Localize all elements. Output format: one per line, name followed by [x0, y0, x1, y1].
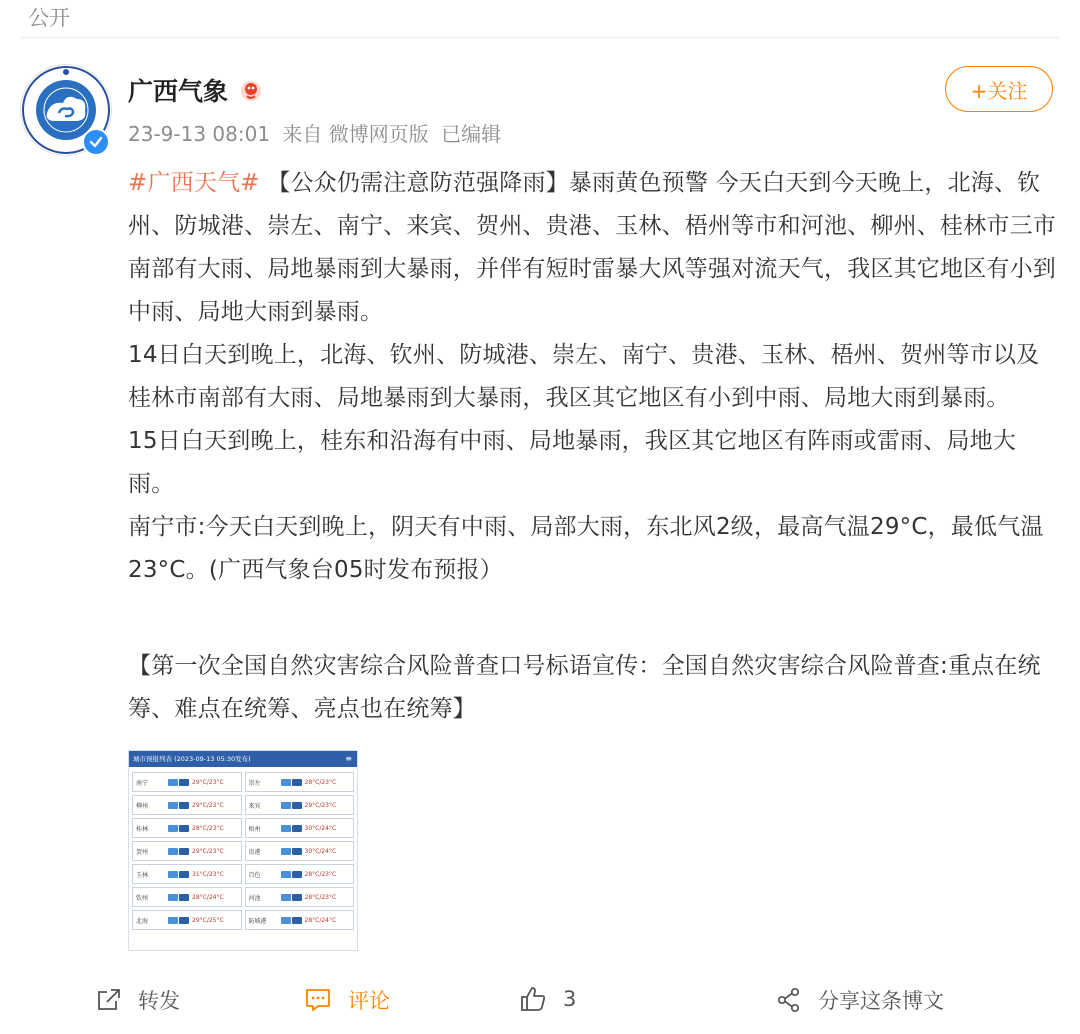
forecast-temp: 29°C/23°C	[304, 801, 337, 809]
weather-night-icon	[179, 779, 189, 786]
forecast-cell	[245, 864, 355, 884]
paragraph-1	[128, 162, 1056, 334]
forecast-temp: 28°C/24°C	[192, 893, 224, 901]
post-source: 来自 微博网页版	[282, 122, 429, 146]
slogan-paragraph: 【第一次全国自然灾害综合风险普查口号标语宣传：全国自然灾害综合风险普查:重点在统筹、难点在统筹、亮点也在统筹】	[128, 653, 1041, 722]
weather-day-icon	[168, 894, 178, 901]
weather-day-icon	[168, 917, 178, 924]
forecast-temp: 29°C/23°C	[192, 801, 224, 809]
forecast-city: 崇左	[248, 779, 261, 787]
post-meta	[128, 118, 507, 147]
paragraph-2: 14日白天到晚上，北海、钦州、防城港、崇左、南宁、贵港、玉林、梧州、贺州等市以及桂林市南部有大雨、局地暴雨到大暴雨，我区其它地区有小到中雨、局地大雨到暴雨。	[128, 342, 1040, 411]
forecast-city: 桂林	[136, 825, 149, 833]
action-bar	[0, 975, 1080, 1029]
weather-night-icon	[179, 917, 189, 924]
post-content	[128, 162, 1056, 731]
forecast-grid	[129, 767, 357, 933]
forecast-image[interactable]	[128, 750, 358, 951]
forecast-city: 柳州	[136, 802, 149, 810]
topic-hashtag-link[interactable]: #广西天气#	[128, 170, 260, 196]
forecast-cell	[132, 887, 242, 907]
forecast-cell	[245, 841, 355, 861]
weather-day-icon	[168, 825, 178, 832]
repost-label: 转发	[138, 989, 180, 1013]
weather-night-icon	[292, 779, 302, 786]
user-name[interactable]: 广西气象	[128, 77, 229, 106]
comment-button[interactable]	[304, 985, 390, 1015]
forecast-temp: 31°C/23°C	[192, 870, 224, 878]
forecast-cell	[132, 910, 242, 930]
weather-day-icon	[281, 825, 291, 832]
weather-night-icon	[179, 802, 189, 809]
weather-day-icon	[281, 848, 291, 855]
forecast-temp: 29°C/25°C	[192, 916, 224, 924]
follow-button[interactable]: +关注	[945, 66, 1053, 112]
member-badge-icon[interactable]	[239, 79, 263, 103]
paragraph-1-text: 【公众仍需注意防范强降雨】暴雨黄色预警 今天白天到今天晚上，北海、钦州、防城港、崇左、南宁、来宾、贺州、贵港、玉林、梧州等市和河池、柳州、桂林市三市南部有大雨、局地暴雨到大暴雨，并伴有短时雷暴大风等强对流天气，我区其它地区有小到中雨、局地大雨到暴雨。	[128, 170, 1056, 325]
edited-label[interactable]: 已编辑	[441, 122, 502, 146]
menu-icon: ≡	[345, 754, 352, 763]
weather-day-icon	[281, 802, 291, 809]
share-button[interactable]	[776, 985, 944, 1015]
like-button[interactable]	[519, 985, 576, 1013]
share-icon	[776, 987, 802, 1013]
forecast-temp: 28°C/23°C	[192, 824, 224, 832]
visibility-label: 公开	[28, 6, 70, 30]
weather-night-icon	[179, 894, 189, 901]
forecast-temp: 28°C/24°C	[304, 916, 337, 924]
forecast-cell	[245, 910, 355, 930]
forecast-cell	[245, 818, 355, 838]
forecast-image-header	[129, 751, 357, 767]
share-label: 分享这条博文	[818, 989, 944, 1013]
forecast-cell	[245, 772, 355, 792]
paragraph-3: 15日白天到晚上，桂东和沿海有中雨、局地暴雨，我区其它地区有阵雨或雷雨、局地大雨。	[128, 428, 1017, 497]
forecast-city: 梧州	[248, 825, 261, 833]
weather-night-icon	[179, 848, 189, 855]
paragraph-4: 南宁市:今天白天到晚上，阴天有中雨、局部大雨，东北风2级，最高气温29°C，最低气温23°C。(广西气象台05时发布预报）	[128, 514, 1044, 583]
forecast-temp: 28°C/23°C	[304, 870, 337, 878]
thumbs-up-icon	[519, 985, 547, 1013]
forecast-temp: 30°C/24°C	[304, 847, 337, 855]
weather-day-icon	[281, 871, 291, 878]
comment-label: 评论	[348, 989, 390, 1013]
forecast-city: 玉林	[136, 871, 149, 879]
forecast-city: 贵港	[248, 848, 261, 856]
forecast-city: 南宁	[136, 779, 149, 787]
verified-badge-icon	[82, 128, 110, 156]
weather-night-icon	[292, 871, 302, 878]
weather-day-icon	[168, 848, 178, 855]
forecast-cell	[245, 887, 355, 907]
post-timestamp[interactable]: 23-9-13 08:01	[128, 122, 271, 146]
weather-night-icon	[292, 848, 302, 855]
weather-day-icon	[168, 802, 178, 809]
forecast-temp: 30°C/24°C	[304, 824, 337, 832]
weather-night-icon	[179, 825, 189, 832]
weather-night-icon	[292, 802, 302, 809]
forecast-temp: 29°C/23°C	[192, 778, 224, 786]
repost-button[interactable]	[96, 985, 180, 1015]
forecast-cell	[132, 841, 242, 861]
divider	[20, 37, 1060, 38]
forecast-cell	[245, 795, 355, 815]
forecast-title: 城市预报列表 (2023-09-13 05:30发布)	[133, 755, 251, 763]
comment-icon	[304, 987, 332, 1013]
weather-day-icon	[168, 779, 178, 786]
forecast-cell	[132, 864, 242, 884]
weather-night-icon	[179, 871, 189, 878]
forecast-city: 防城港	[248, 917, 267, 925]
forecast-city: 北海	[136, 917, 149, 925]
forecast-city: 贺州	[136, 848, 149, 856]
forecast-temp: 29°C/23°C	[192, 847, 224, 855]
weather-night-icon	[292, 917, 302, 924]
forecast-city: 百色	[248, 871, 261, 879]
weather-day-icon	[281, 779, 291, 786]
forecast-temp: 28°C/23°C	[304, 893, 337, 901]
weather-day-icon	[168, 871, 178, 878]
forecast-temp: 28°C/23°C	[304, 778, 337, 786]
repost-icon	[96, 987, 122, 1013]
weather-day-icon	[281, 894, 291, 901]
weather-night-icon	[292, 825, 302, 832]
forecast-city: 河池	[248, 894, 261, 902]
weather-day-icon	[281, 917, 291, 924]
forecast-city: 钦州	[136, 894, 149, 902]
weather-night-icon	[292, 894, 302, 901]
forecast-cell	[132, 772, 242, 792]
forecast-cell	[132, 818, 242, 838]
forecast-cell	[132, 795, 242, 815]
like-count: 3	[563, 987, 577, 1011]
forecast-city: 来宾	[248, 802, 261, 810]
